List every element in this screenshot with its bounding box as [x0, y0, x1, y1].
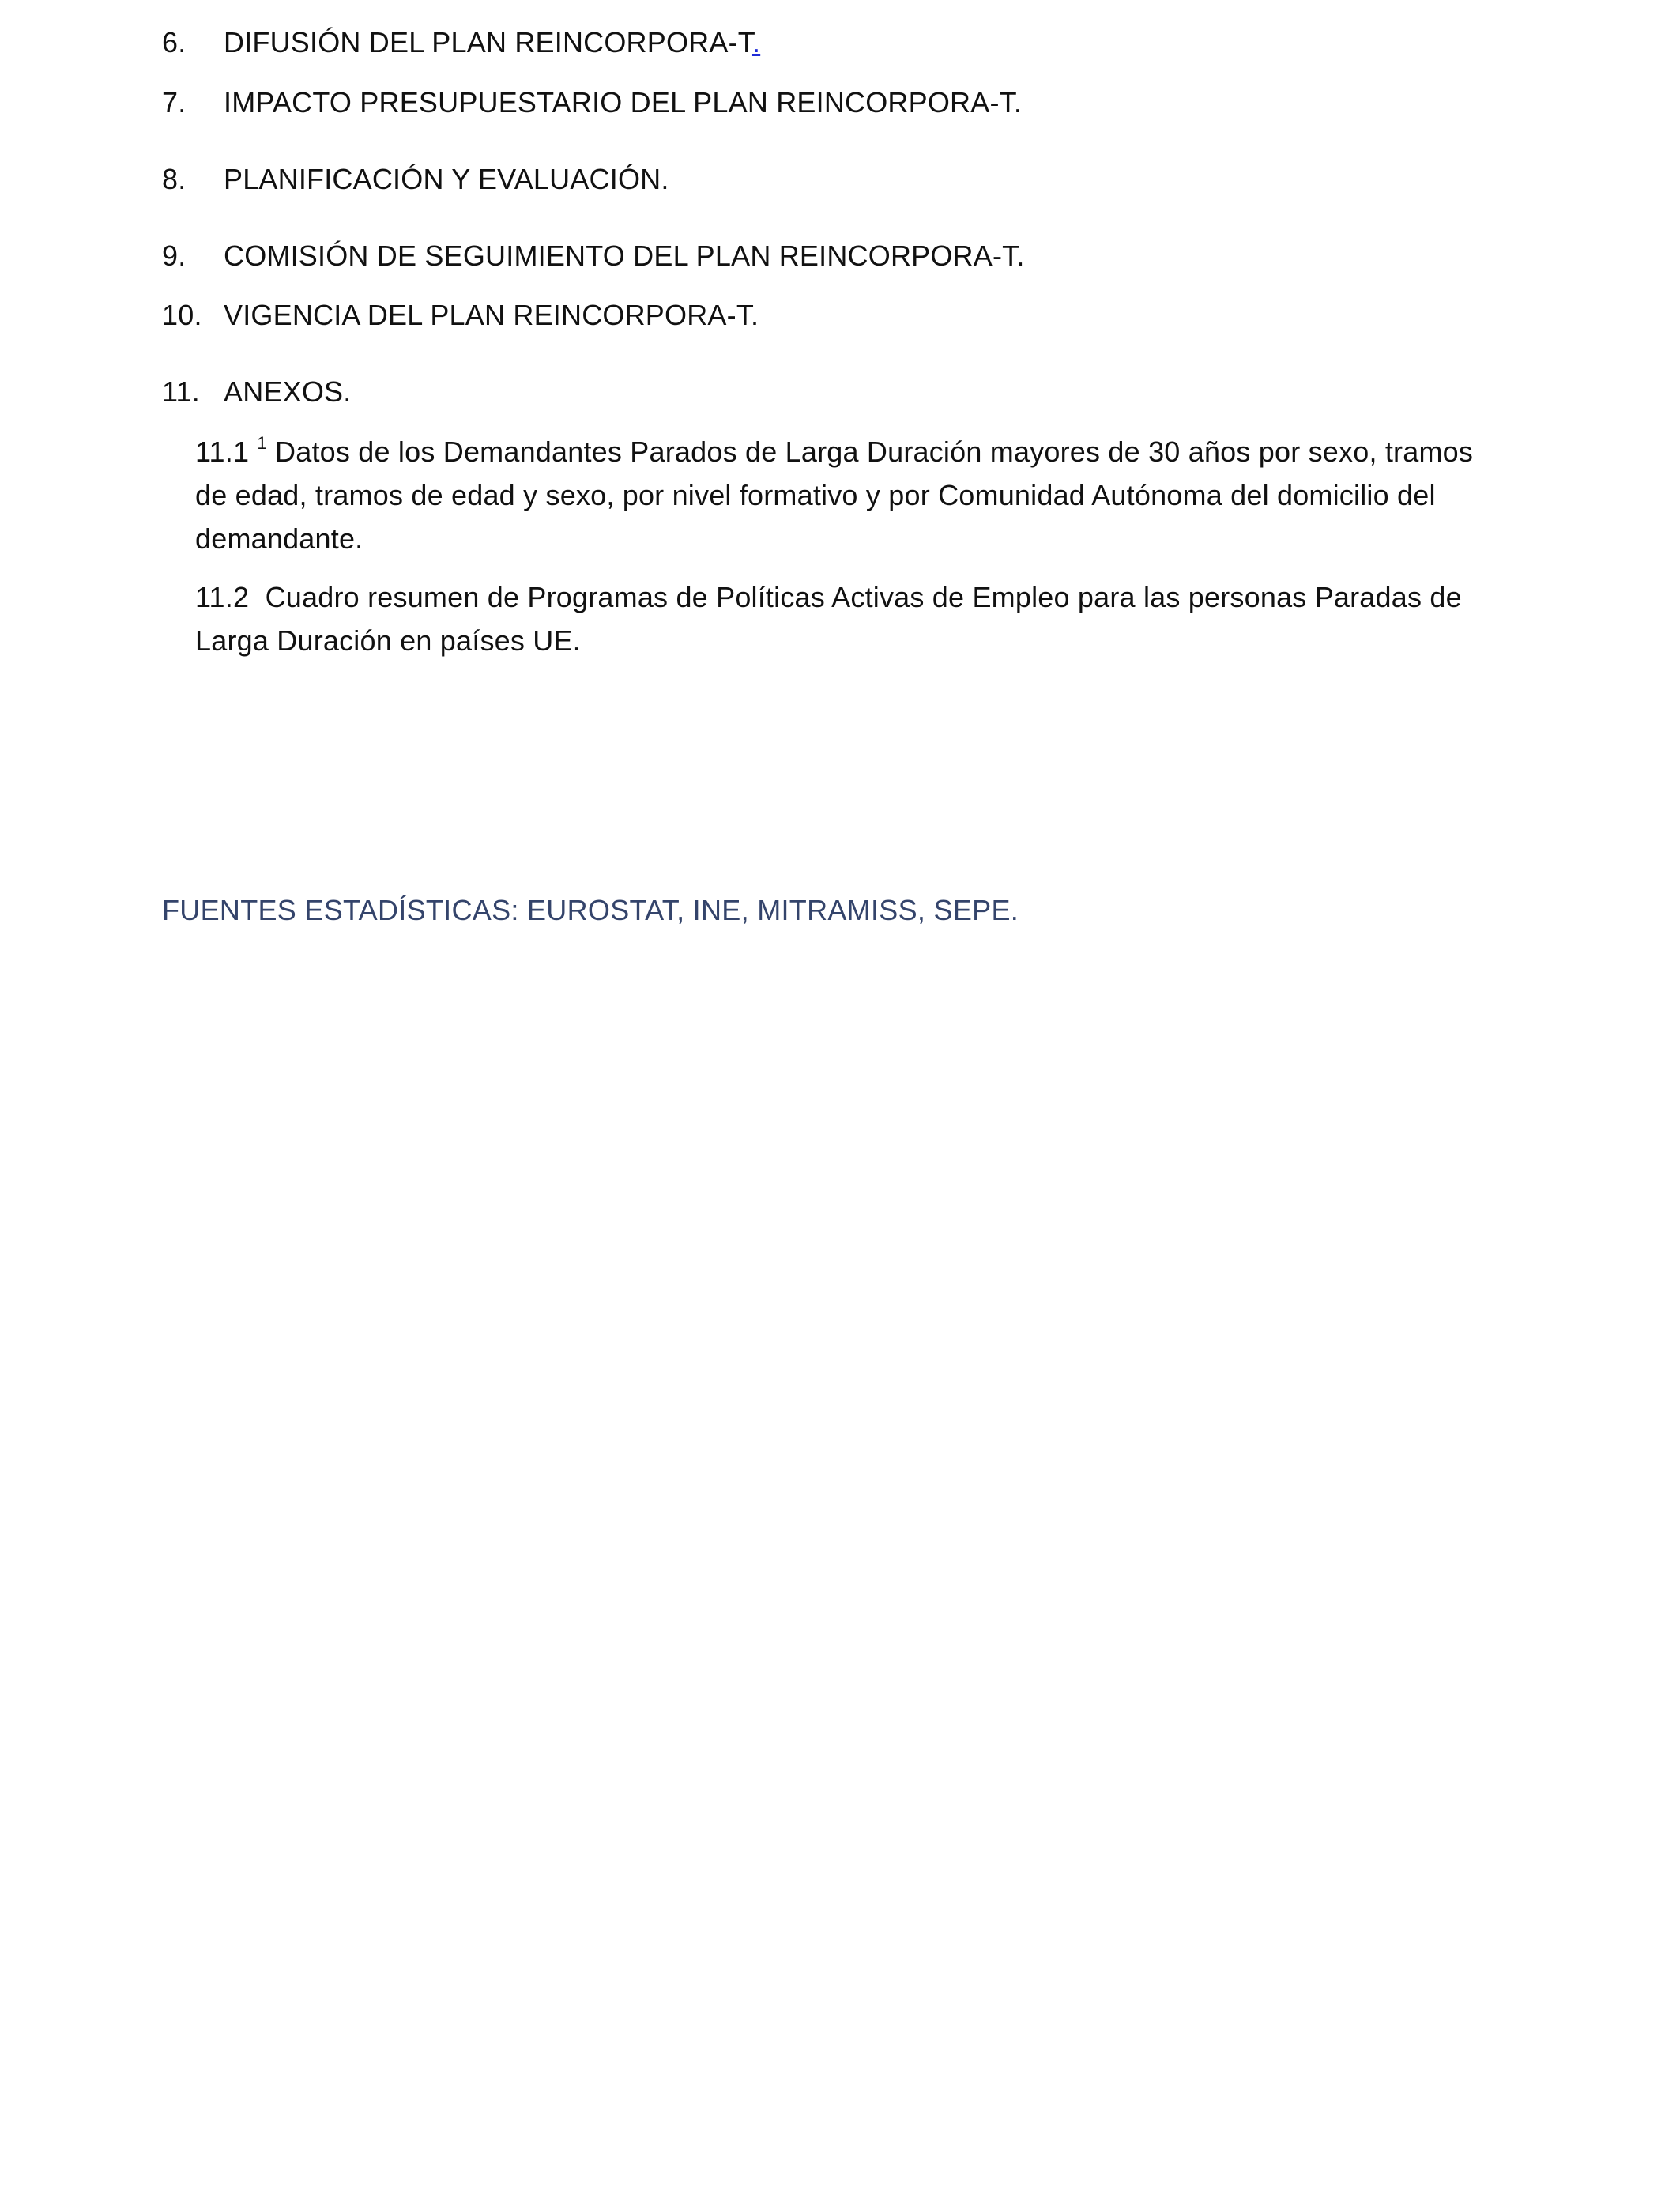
toc-item-9[interactable] [162, 239, 1025, 273]
toc-label: ANEXOS. [224, 375, 352, 408]
toc-item-6[interactable] [162, 25, 760, 60]
toc-label: IMPACTO PRESUPUESTARIO DEL PLAN REINCORPORA-T. [224, 86, 1023, 119]
toc-number: 10. [162, 299, 202, 331]
toc-label: PLANIFICACIÓN Y EVALUACIÓN. [224, 163, 669, 195]
footnote-marker: 1 [257, 433, 267, 453]
annex-text: Datos de los Demandantes Parados de Larga Duración mayores de 30 años por sexo, tramos de edad, tramos de edad y sexo, por nivel formativo y por Comunidad Autónoma del domicilio del demandante. [195, 435, 1474, 555]
toc-link-period[interactable]: . [751, 26, 761, 58]
annex-number: 11.2 [195, 581, 250, 613]
toc-label: COMISIÓN DE SEGUIMIENTO DEL PLAN REINCORPORA-T. [224, 239, 1025, 272]
toc-number: 8. [162, 163, 186, 195]
annex-text: Cuadro resumen de Programas de Políticas Activas de Empleo para las personas Paradas de Larga Duración en países UE. [195, 581, 1462, 657]
toc-item-10[interactable] [162, 298, 759, 333]
toc-number: 9. [162, 239, 186, 272]
toc-item-7[interactable] [162, 85, 1022, 120]
toc-number: 11. [162, 375, 200, 408]
toc-item-11[interactable] [162, 375, 351, 409]
toc-number: 6. [162, 26, 186, 58]
annex-number: 11.1 [195, 435, 250, 468]
toc-number: 7. [162, 86, 186, 119]
statistical-sources: FUENTES ESTADÍSTICAS: EUROSTAT, INE, MITRAMISS, SEPE. [162, 894, 1019, 926]
toc-label: DIFUSIÓN DEL PLAN REINCORPORA-T [224, 26, 752, 58]
toc-label: VIGENCIA DEL PLAN REINCORPORA-T. [224, 299, 759, 331]
toc-item-8[interactable] [162, 162, 669, 197]
annex-item-11-1[interactable] [195, 430, 1491, 560]
annex-item-11-2[interactable] [195, 575, 1491, 662]
